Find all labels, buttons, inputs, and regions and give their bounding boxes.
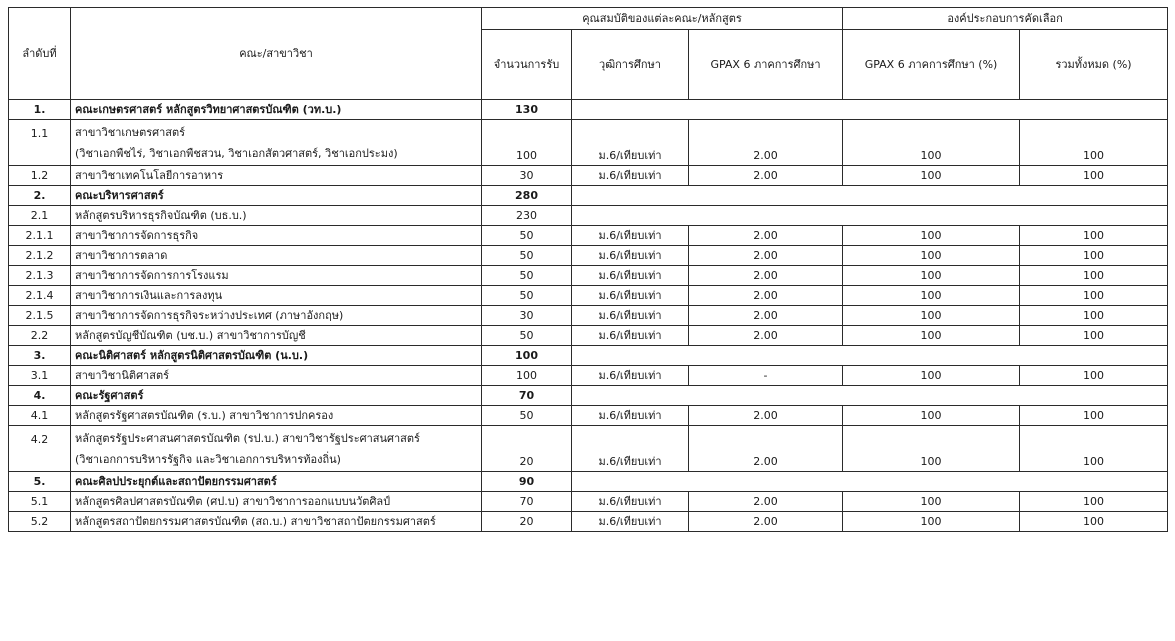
total-percent: 100: [1020, 246, 1168, 266]
row-name: สาขาวิชาการจัดการธุรกิจระหว่างประเทศ (ภาษาอังกฤษ): [71, 306, 482, 326]
intake-count: 70: [482, 386, 572, 406]
gpax-requirement: 2.00: [689, 426, 843, 472]
gpax-percent: 100: [843, 326, 1020, 346]
row-number: 4.1: [9, 406, 71, 426]
row-number: 4.: [9, 386, 71, 406]
education-requirement: ม.6/เทียบเท่า: [572, 286, 689, 306]
education-requirement: ม.6/เทียบเท่า: [572, 266, 689, 286]
row-name: สาขาวิชาการจัดการการโรงแรม: [71, 266, 482, 286]
header-selection: องค์ประกอบการคัดเลือก: [843, 8, 1168, 30]
row-name-line-2: (วิชาเอกพืชไร่, วิชาเอกพืชสวน, วิชาเอกสัตวศาสตร์, วิชาเอกประมง): [75, 146, 398, 160]
faculty-row: [9, 346, 1168, 366]
row-name: หลักสูตรศิลปศาสตรบัณฑิต (ศป.บ) สาขาวิชาการออกแบบนวัตศิลป์: [71, 492, 482, 512]
intake-count: 50: [482, 326, 572, 346]
row-name: คณะนิติศาสตร์ หลักสูตรนิติศาสตรบัณฑิต (น.บ.): [71, 346, 482, 366]
faculty-row: [9, 100, 1168, 120]
gpax-percent: 100: [843, 166, 1020, 186]
row-name: คณะบริหารศาสตร์: [71, 186, 482, 206]
empty-cell: [572, 186, 1168, 206]
table-body: [9, 100, 1168, 532]
total-percent: 100: [1020, 306, 1168, 326]
total-percent: 100: [1020, 426, 1168, 472]
intake-count: 100: [482, 120, 572, 166]
faculty-row: [9, 472, 1168, 492]
gpax-requirement: 2.00: [689, 166, 843, 186]
intake-count: 50: [482, 266, 572, 286]
gpax-requirement: 2.00: [689, 512, 843, 532]
header-faculty: คณะ/สาขาวิชา: [71, 8, 482, 100]
row-name: [71, 120, 482, 166]
gpax-requirement: 2.00: [689, 226, 843, 246]
intake-count: 30: [482, 306, 572, 326]
row-name: สาขาวิชาการจัดการธุรกิจ: [71, 226, 482, 246]
row-number: 1.: [9, 100, 71, 120]
row-name: สาขาวิชาการเงินและการลงทุน: [71, 286, 482, 306]
row-name: หลักสูตรรัฐศาสตรบัณฑิต (ร.บ.) สาขาวิชาการปกครอง: [71, 406, 482, 426]
gpax-requirement: -: [689, 366, 843, 386]
intake-count: 230: [482, 206, 572, 226]
row-number: 5.2: [9, 512, 71, 532]
row-number: 3.1: [9, 366, 71, 386]
intake-count: 100: [482, 366, 572, 386]
gpax-percent: 100: [843, 226, 1020, 246]
row-name: คณะเกษตรศาสตร์ หลักสูตรวิทยาศาสตรบัณฑิต (วท.บ.): [71, 100, 482, 120]
table-row: [9, 306, 1168, 326]
education-requirement: ม.6/เทียบเท่า: [572, 166, 689, 186]
gpax-requirement: 2.00: [689, 492, 843, 512]
table-row: [9, 166, 1168, 186]
total-percent: 100: [1020, 120, 1168, 166]
gpax-requirement: 2.00: [689, 306, 843, 326]
header-intake: จำนวนการรับ: [482, 30, 572, 100]
intake-count: 90: [482, 472, 572, 492]
row-number: 2.1: [9, 206, 71, 226]
row-number: 4.2: [9, 426, 71, 472]
education-requirement: ม.6/เทียบเท่า: [572, 120, 689, 166]
gpax-percent: 100: [843, 512, 1020, 532]
program-row: [9, 206, 1168, 226]
gpax-percent: 100: [843, 266, 1020, 286]
row-number: 1.1: [9, 120, 71, 166]
total-percent: 100: [1020, 226, 1168, 246]
gpax-percent: 100: [843, 286, 1020, 306]
table-row: [9, 286, 1168, 306]
intake-count: 50: [482, 286, 572, 306]
education-requirement: ม.6/เทียบเท่า: [572, 226, 689, 246]
table-row: [9, 326, 1168, 346]
header-education: วุฒิการศึกษา: [572, 30, 689, 100]
intake-count: 100: [482, 346, 572, 366]
education-requirement: ม.6/เทียบเท่า: [572, 426, 689, 472]
row-name: สาขาวิชาการตลาด: [71, 246, 482, 266]
row-number: 2.2: [9, 326, 71, 346]
gpax-percent: 100: [843, 426, 1020, 472]
empty-cell: [572, 206, 1168, 226]
education-requirement: ม.6/เทียบเท่า: [572, 326, 689, 346]
row-name: คณะศิลปประยุกต์และสถาปัตยกรรมศาสตร์: [71, 472, 482, 492]
table-row: [9, 426, 1168, 472]
admission-table: [8, 7, 1168, 532]
education-requirement: ม.6/เทียบเท่า: [572, 492, 689, 512]
empty-cell: [572, 472, 1168, 492]
education-requirement: ม.6/เทียบเท่า: [572, 406, 689, 426]
gpax-percent: 100: [843, 246, 1020, 266]
faculty-row: [9, 386, 1168, 406]
total-percent: 100: [1020, 492, 1168, 512]
header-total-percent: รวมทั้งหมด (%): [1020, 30, 1168, 100]
row-name: สาขาวิชานิติศาสตร์: [71, 366, 482, 386]
gpax-requirement: 2.00: [689, 266, 843, 286]
intake-count: 130: [482, 100, 572, 120]
total-percent: 100: [1020, 406, 1168, 426]
education-requirement: ม.6/เทียบเท่า: [572, 366, 689, 386]
gpax-percent: 100: [843, 406, 1020, 426]
intake-count: 50: [482, 226, 572, 246]
total-percent: 100: [1020, 512, 1168, 532]
education-requirement: ม.6/เทียบเท่า: [572, 246, 689, 266]
table-row: [9, 120, 1168, 166]
row-number: 5.1: [9, 492, 71, 512]
row-name: หลักสูตรสถาปัตยกรรมศาสตรบัณฑิต (สถ.บ.) สาขาวิชาสถาปัตยกรรมศาสตร์: [71, 512, 482, 532]
education-requirement: ม.6/เทียบเท่า: [572, 512, 689, 532]
gpax-percent: 100: [843, 366, 1020, 386]
row-number: 2.1.1: [9, 226, 71, 246]
total-percent: 100: [1020, 266, 1168, 286]
intake-count: 20: [482, 426, 572, 472]
header-gpax-requirement: GPAX 6 ภาคการศึกษา: [689, 30, 843, 100]
row-number: 3.: [9, 346, 71, 366]
total-percent: 100: [1020, 286, 1168, 306]
intake-count: 70: [482, 492, 572, 512]
table-row: [9, 492, 1168, 512]
row-number: 2.1.3: [9, 266, 71, 286]
row-name: [71, 426, 482, 472]
total-percent: 100: [1020, 366, 1168, 386]
table-row: [9, 512, 1168, 532]
faculty-row: [9, 186, 1168, 206]
row-name: หลักสูตรบัญชีบัณฑิต (บช.บ.) สาขาวิชาการบัญชี: [71, 326, 482, 346]
row-name: หลักสูตรบริหารธุรกิจบัณฑิต (บธ.บ.): [71, 206, 482, 226]
table-row: [9, 266, 1168, 286]
gpax-percent: 100: [843, 120, 1020, 166]
intake-count: 280: [482, 186, 572, 206]
row-name: สาขาวิชาเทคโนโลยีการอาหาร: [71, 166, 482, 186]
total-percent: 100: [1020, 326, 1168, 346]
intake-count: 20: [482, 512, 572, 532]
gpax-percent: 100: [843, 492, 1020, 512]
education-requirement: ม.6/เทียบเท่า: [572, 306, 689, 326]
total-percent: 100: [1020, 166, 1168, 186]
row-name-line-1: หลักสูตรรัฐประศาสนศาสตรบัณฑิต (รป.บ.) สาขาวิชารัฐประศาสนศาสตร์: [75, 431, 420, 445]
header-qualifications: คุณสมบัติของแต่ละคณะ/หลักสูตร: [482, 8, 843, 30]
table-row: [9, 246, 1168, 266]
row-name-line-2: (วิชาเอกการบริหารรัฐกิจ และวิชาเอกการบริหารท้องถิ่น): [75, 452, 341, 466]
row-name: คณะรัฐศาสตร์: [71, 386, 482, 406]
empty-cell: [572, 386, 1168, 406]
table-row: [9, 226, 1168, 246]
gpax-requirement: 2.00: [689, 246, 843, 266]
intake-count: 30: [482, 166, 572, 186]
row-number: 2.1.4: [9, 286, 71, 306]
empty-cell: [572, 100, 1168, 120]
table-row: [9, 366, 1168, 386]
table-row: [9, 406, 1168, 426]
row-number: 1.2: [9, 166, 71, 186]
row-name-line-1: สาขาวิชาเกษตรศาสตร์: [75, 125, 186, 139]
row-number: 5.: [9, 472, 71, 492]
intake-count: 50: [482, 406, 572, 426]
gpax-requirement: 2.00: [689, 120, 843, 166]
row-number: 2.: [9, 186, 71, 206]
gpax-percent: 100: [843, 306, 1020, 326]
gpax-requirement: 2.00: [689, 326, 843, 346]
header-gpax-percent: GPAX 6 ภาคการศึกษา (%): [843, 30, 1020, 100]
row-number: 2.1.5: [9, 306, 71, 326]
gpax-requirement: 2.00: [689, 286, 843, 306]
gpax-requirement: 2.00: [689, 406, 843, 426]
row-number: 2.1.2: [9, 246, 71, 266]
header-no: ลำดับที่: [9, 8, 71, 100]
empty-cell: [572, 346, 1168, 366]
intake-count: 50: [482, 246, 572, 266]
